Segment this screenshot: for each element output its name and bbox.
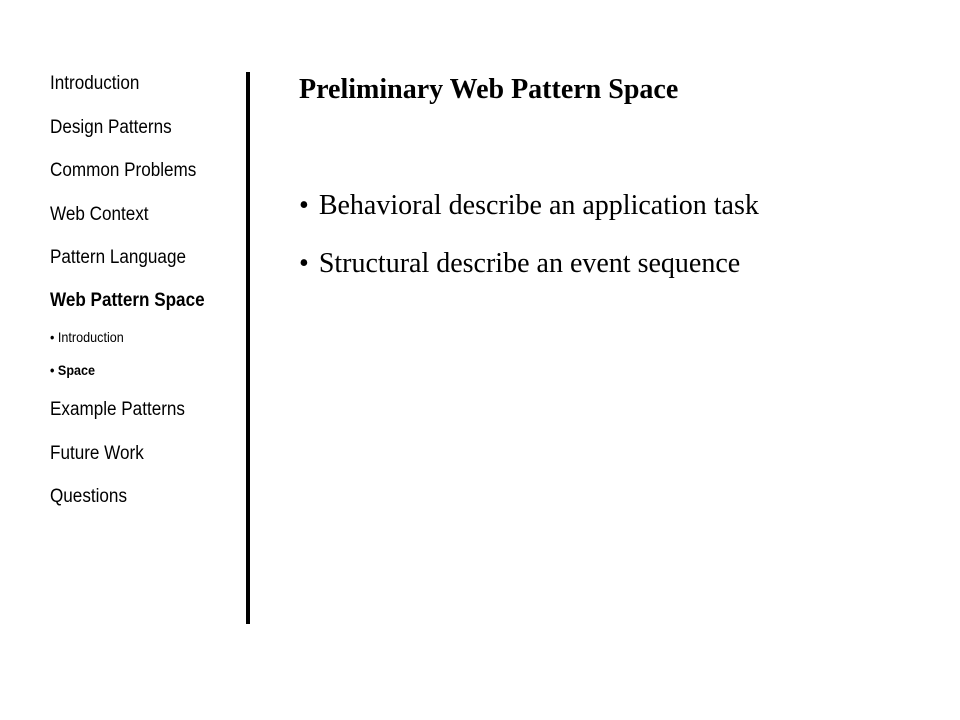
sidebar-nav <box>0 0 240 720</box>
vertical-divider <box>246 72 250 624</box>
bullet-text: Behavioral describe an application task <box>318 190 759 221</box>
nav-item-web-context[interactable]: Web Context <box>50 204 149 225</box>
bullet-text: Structural describe an event sequence <box>318 248 741 279</box>
nav-subitem-space[interactable]: • Space <box>50 362 96 378</box>
nav-item-introduction[interactable]: Introduction <box>50 73 140 94</box>
nav-item-common-problems[interactable]: Common Problems <box>50 160 197 181</box>
nav-item-pattern-language[interactable]: Pattern Language <box>50 247 186 268</box>
nav-item-future-work[interactable]: Future Work <box>50 443 144 464</box>
bullet-symbol: • <box>299 248 309 279</box>
slide-title: Preliminary Web Pattern Space <box>299 74 679 105</box>
bullet-symbol: • <box>299 190 309 221</box>
nav-subitem-introduction[interactable]: • Introduction <box>50 329 124 345</box>
bullet-item <box>299 188 759 224</box>
nav-item-design-patterns[interactable]: Design Patterns <box>50 117 172 138</box>
bullet-item <box>299 246 740 282</box>
nav-item-example-patterns[interactable]: Example Patterns <box>50 399 185 420</box>
nav-item-web-pattern-space[interactable]: Web Pattern Space <box>50 290 205 311</box>
nav-item-questions[interactable]: Questions <box>50 486 127 507</box>
